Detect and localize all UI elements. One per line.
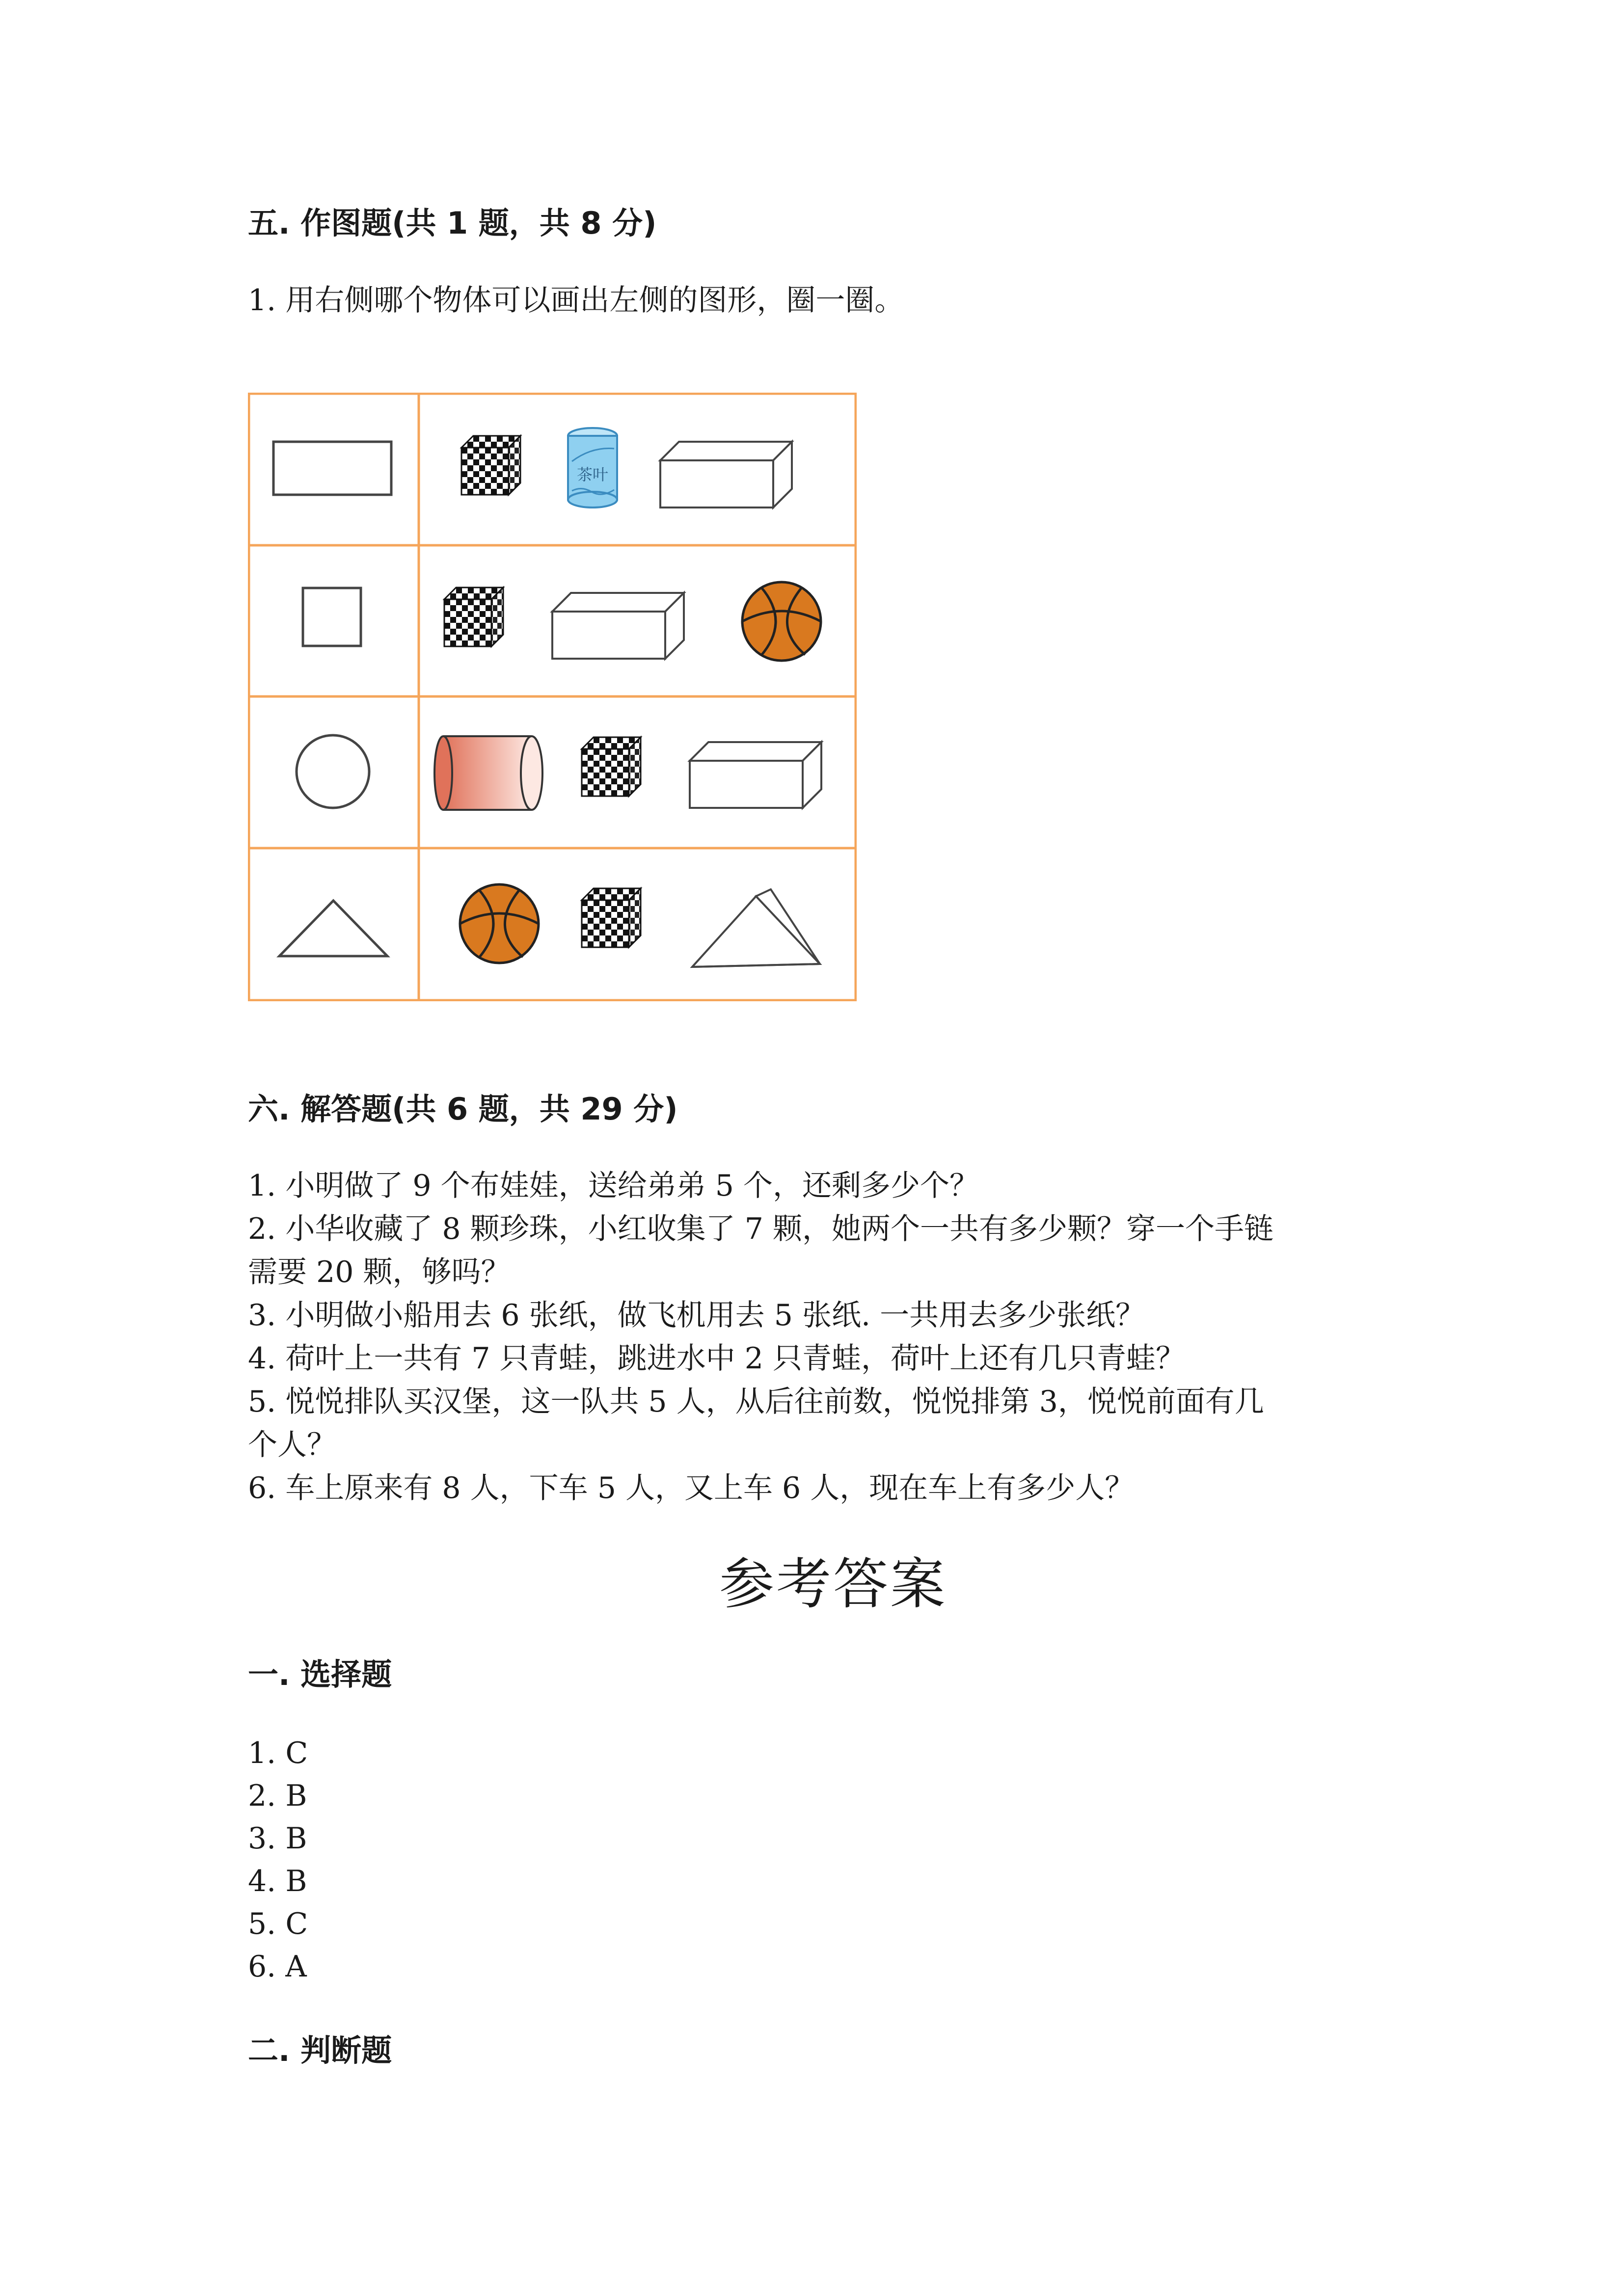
- word-problem-line: 1. 小明做了 9 个布娃娃，送给弟弟 5 个，还剩多少个？: [248, 1169, 979, 1203]
- section-heading-drawing: 五. 作图题(共 1 题，共 8 分): [248, 205, 657, 241]
- cylinder-icon[interactable]: [434, 736, 542, 810]
- word-problem-line: 5. 悦悦排队买汉堡，这一队共 5 人，从后往前数，悦悦排第 3，悦悦前面有几: [248, 1385, 1264, 1419]
- section-heading-word-problems: 六. 解答题(共 6 题，共 29 分): [248, 1091, 678, 1127]
- rubik-cube-icon[interactable]: [461, 436, 520, 495]
- cuboid-box-icon[interactable]: [690, 742, 821, 808]
- word-problem-line: 4. 荷叶上一共有 7 只青蛙，跳进水中 2 只青蛙，荷叶上还有几只青蛙？: [248, 1341, 1185, 1376]
- answer-item: 1. C: [248, 1736, 308, 1770]
- triangle-shape[interactable]: [279, 901, 387, 956]
- word-problem-line: 6. 车上原来有 8 人，下车 5 人，又上车 6 人，现在车上有多少人？: [248, 1471, 1135, 1505]
- answer-item: 5. C: [248, 1907, 308, 1941]
- square-shape[interactable]: [303, 588, 361, 646]
- answer-item: 4. B: [248, 1864, 307, 1898]
- rubik-cube-icon[interactable]: [582, 737, 641, 796]
- basketball-icon[interactable]: [742, 582, 821, 661]
- answer-item: 3. B: [248, 1821, 307, 1856]
- circle-shape[interactable]: [297, 735, 369, 808]
- tea-can-label: 茶叶: [576, 465, 609, 484]
- rubik-cube-icon[interactable]: [444, 587, 503, 646]
- section-heading-true-false: 二. 判断题: [248, 2032, 392, 2068]
- answer-item: 6. A: [248, 1949, 307, 1984]
- cuboid-box-icon[interactable]: [660, 442, 792, 507]
- triangular-prism-icon[interactable]: [692, 889, 820, 967]
- answer-item: 2. B: [248, 1779, 307, 1813]
- answer-key-title: 参考答案: [719, 1552, 947, 1616]
- shape-object-grid: [248, 393, 857, 1001]
- word-problem-line: 2. 小华收藏了 8 颗珍珠，小红收集了 7 颗，她两个一共有多少颗？穿一个手链: [248, 1212, 1273, 1246]
- rubik-cube-icon[interactable]: [582, 888, 641, 947]
- rectangle-shape[interactable]: [273, 442, 391, 495]
- cuboid-box-icon[interactable]: [552, 593, 684, 659]
- word-problem-line: 3. 小明做小船用去 6 张纸，做飞机用去 5 张纸. 一共用去多少张纸？: [248, 1298, 1145, 1333]
- question-drawing: 1. 用右侧哪个物体可以画出左侧的图形，圈一圈。: [248, 283, 904, 318]
- word-problem-line: 个人？: [248, 1428, 336, 1462]
- word-problem-line: 需要 20 颗，够吗？: [248, 1255, 511, 1289]
- section-heading-multiple-choice: 一. 选择题: [248, 1656, 392, 1692]
- basketball-icon[interactable]: [460, 884, 539, 963]
- tea-can-icon[interactable]: [568, 428, 617, 507]
